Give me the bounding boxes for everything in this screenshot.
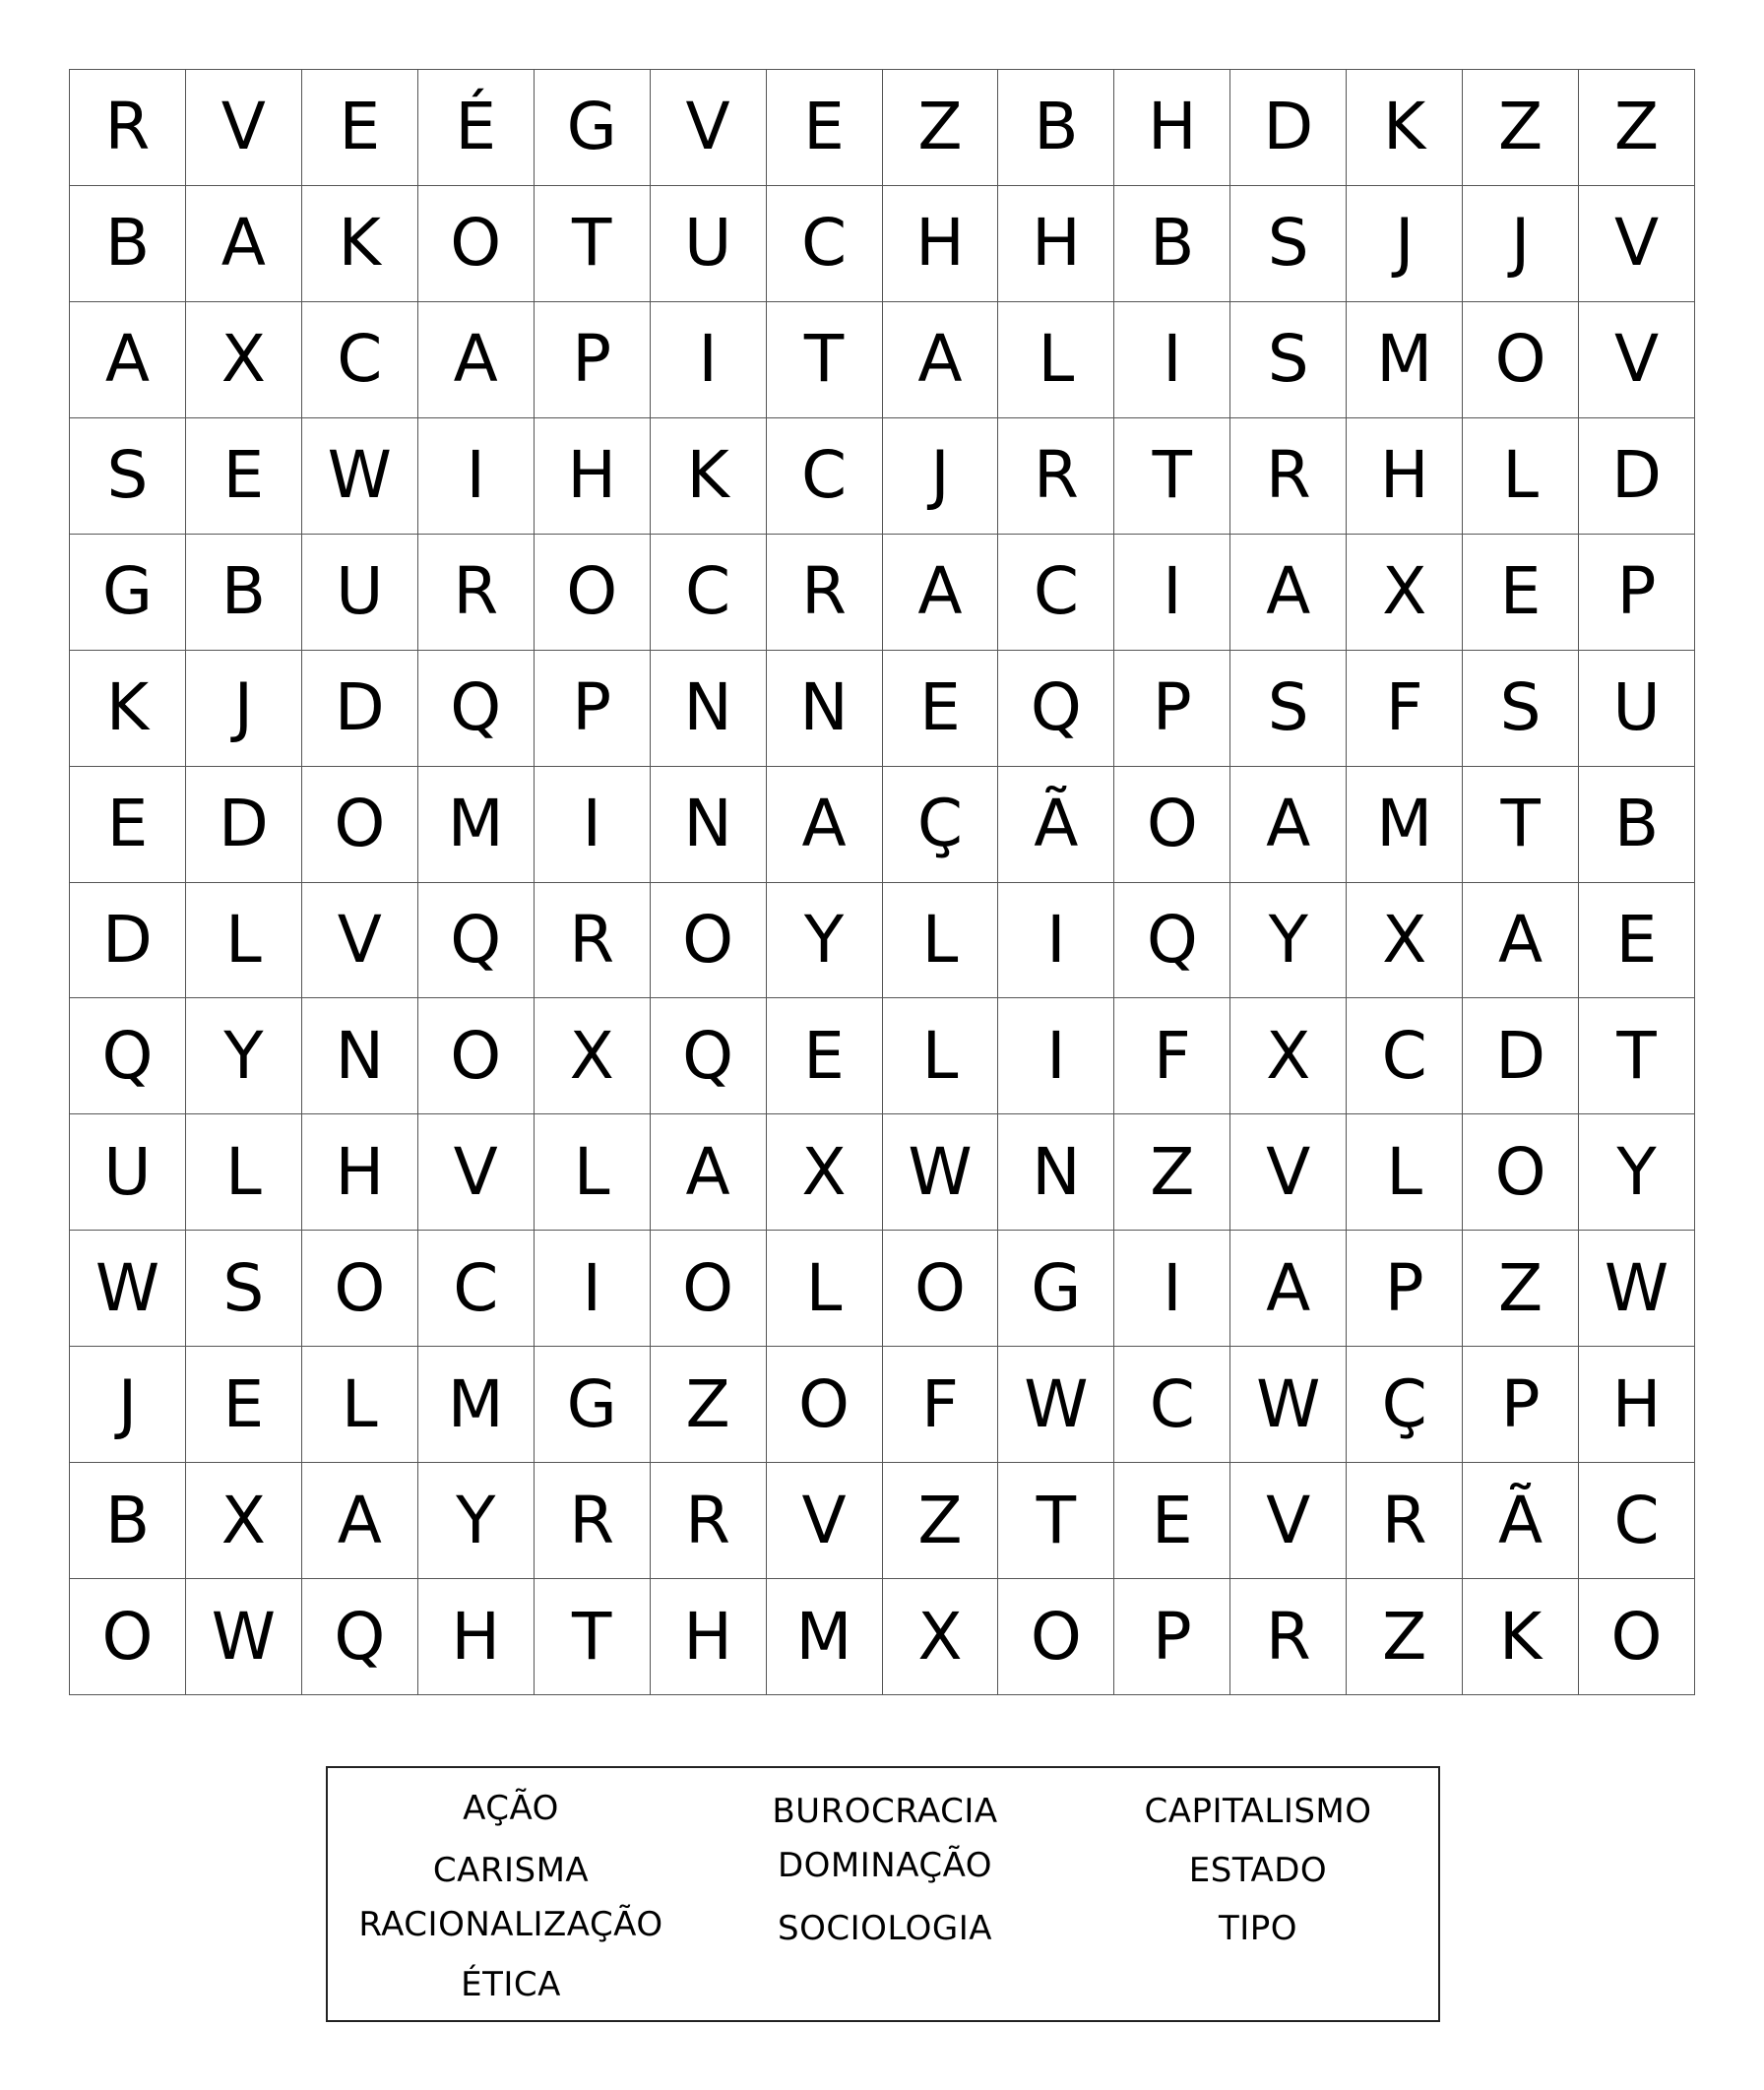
grid-cell[interactable]: K — [70, 651, 186, 767]
grid-cell[interactable]: C — [418, 1231, 535, 1347]
grid-cell[interactable]: L — [883, 883, 999, 999]
grid-cell[interactable]: R — [998, 418, 1114, 535]
grid-cell[interactable]: R — [1230, 1579, 1347, 1695]
grid-cell[interactable]: O — [418, 998, 535, 1114]
grid-cell[interactable]: I — [1114, 302, 1230, 418]
grid-cell[interactable]: O — [1463, 1114, 1579, 1231]
grid-cell[interactable]: Y — [767, 883, 883, 999]
grid-cell[interactable]: C — [302, 302, 418, 418]
grid-cell[interactable]: N — [767, 651, 883, 767]
word-list-item: ESTADO — [1188, 1851, 1328, 1890]
grid-cell[interactable]: B — [70, 1463, 186, 1579]
grid-cell[interactable]: S — [1230, 651, 1347, 767]
grid-cell[interactable]: X — [1347, 883, 1463, 999]
grid-cell[interactable]: V — [302, 883, 418, 999]
grid-cell[interactable]: N — [998, 1114, 1114, 1231]
grid-cell[interactable]: K — [1463, 1579, 1579, 1695]
grid-cell[interactable]: A — [883, 535, 999, 651]
grid-cell[interactable]: O — [302, 1231, 418, 1347]
grid-cell[interactable]: B — [70, 186, 186, 302]
grid-cell[interactable]: O — [883, 1231, 999, 1347]
grid-cell[interactable]: C — [1579, 1463, 1695, 1579]
grid-cell[interactable]: Y — [1230, 883, 1347, 999]
word-bank — [326, 1766, 1440, 2022]
grid-cell[interactable]: L — [998, 302, 1114, 418]
grid-cell[interactable]: Ç — [883, 767, 999, 883]
grid-cell[interactable]: X — [1347, 535, 1463, 651]
grid-cell[interactable]: X — [1230, 998, 1347, 1114]
grid-cell[interactable]: L — [1463, 418, 1579, 535]
grid-cell[interactable]: L — [767, 1231, 883, 1347]
grid-cell[interactable]: V — [767, 1463, 883, 1579]
grid-cell[interactable]: U — [302, 535, 418, 651]
word-list-item: RACIONALIZAÇÃO — [358, 1905, 663, 1944]
grid-cell[interactable]: X — [767, 1114, 883, 1231]
grid-cell[interactable]: B — [1114, 186, 1230, 302]
grid-cell[interactable]: H — [418, 1579, 535, 1695]
grid-cell[interactable]: M — [418, 1347, 535, 1463]
grid-cell[interactable]: J — [883, 418, 999, 535]
grid-cell[interactable]: T — [1579, 998, 1695, 1114]
grid-cell[interactable]: A — [651, 1114, 767, 1231]
grid-cell[interactable]: W — [1230, 1347, 1347, 1463]
grid-cell[interactable]: Z — [1579, 70, 1695, 186]
grid-cell[interactable]: D — [1463, 998, 1579, 1114]
grid-cell[interactable]: T — [535, 1579, 651, 1695]
grid-cell[interactable]: O — [1463, 302, 1579, 418]
grid-cell[interactable]: A — [1230, 767, 1347, 883]
grid-cell[interactable]: F — [883, 1347, 999, 1463]
grid-cell[interactable]: I — [998, 883, 1114, 999]
grid-cell[interactable]: Z — [1347, 1579, 1463, 1695]
grid-cell[interactable]: H — [998, 186, 1114, 302]
grid-cell[interactable]: O — [651, 883, 767, 999]
grid-cell[interactable]: D — [186, 767, 302, 883]
grid-cell[interactable]: I — [535, 1231, 651, 1347]
grid-cell[interactable]: T — [1114, 418, 1230, 535]
grid-cell[interactable]: R — [418, 535, 535, 651]
grid-cell[interactable]: L — [186, 1114, 302, 1231]
grid-cell[interactable]: R — [767, 535, 883, 651]
grid-cell[interactable]: F — [1114, 998, 1230, 1114]
grid-cell[interactable]: P — [1579, 535, 1695, 651]
word-list-item: AÇÃO — [463, 1789, 559, 1828]
grid-cell[interactable]: E — [767, 70, 883, 186]
grid-cell[interactable]: I — [1114, 1231, 1230, 1347]
grid-cell[interactable]: L — [186, 883, 302, 999]
grid-cell[interactable]: H — [302, 1114, 418, 1231]
grid-cell[interactable]: Q — [1114, 883, 1230, 999]
grid-cell[interactable]: T — [1463, 767, 1579, 883]
grid-cell[interactable]: O — [767, 1347, 883, 1463]
grid-cell[interactable]: W — [302, 418, 418, 535]
grid-cell[interactable]: C — [767, 418, 883, 535]
grid-cell[interactable]: M — [1347, 302, 1463, 418]
grid-cell[interactable]: J — [70, 1347, 186, 1463]
grid-cell[interactable]: X — [883, 1579, 999, 1695]
grid-cell[interactable]: W — [1579, 1231, 1695, 1347]
grid-cell[interactable]: G — [70, 535, 186, 651]
grid-cell[interactable]: S — [1230, 186, 1347, 302]
grid-cell[interactable]: Y — [186, 998, 302, 1114]
grid-cell[interactable]: P — [1347, 1231, 1463, 1347]
grid-cell[interactable]: S — [186, 1231, 302, 1347]
grid-cell[interactable]: E — [186, 418, 302, 535]
grid-cell[interactable]: H — [1347, 418, 1463, 535]
grid-cell[interactable]: R — [1230, 418, 1347, 535]
grid-cell[interactable]: G — [535, 70, 651, 186]
grid-cell[interactable]: Q — [651, 998, 767, 1114]
grid-cell[interactable]: W — [883, 1114, 999, 1231]
grid-cell[interactable]: I — [418, 418, 535, 535]
grid-cell[interactable]: P — [1114, 1579, 1230, 1695]
word-list-item: SOCIOLOGIA — [778, 1909, 992, 1948]
grid-cell[interactable]: V — [651, 70, 767, 186]
grid-cell[interactable]: A — [883, 302, 999, 418]
grid-cell[interactable]: I — [998, 998, 1114, 1114]
grid-cell[interactable]: A — [1463, 883, 1579, 999]
grid-cell[interactable]: U — [651, 186, 767, 302]
grid-cell[interactable]: Z — [883, 70, 999, 186]
grid-cell[interactable]: B — [1579, 767, 1695, 883]
grid-cell[interactable]: O — [1579, 1579, 1695, 1695]
grid-cell[interactable]: Y — [1579, 1114, 1695, 1231]
grid-cell[interactable]: Q — [418, 651, 535, 767]
grid-cell[interactable]: I — [651, 302, 767, 418]
grid-cell[interactable]: Q — [70, 998, 186, 1114]
grid-cell[interactable]: A — [1230, 1231, 1347, 1347]
grid-cell[interactable]: D — [1579, 418, 1695, 535]
grid-cell[interactable]: G — [535, 1347, 651, 1463]
grid-cell[interactable]: A — [418, 302, 535, 418]
grid-cell[interactable]: J — [186, 651, 302, 767]
grid-cell[interactable]: T — [998, 1463, 1114, 1579]
grid-cell[interactable]: E — [1463, 535, 1579, 651]
grid-cell[interactable]: L — [1347, 1114, 1463, 1231]
grid-cell[interactable]: G — [998, 1231, 1114, 1347]
grid-cell[interactable]: X — [186, 302, 302, 418]
grid-cell[interactable]: Q — [418, 883, 535, 999]
grid-cell[interactable]: J — [1463, 186, 1579, 302]
grid-cell[interactable]: F — [1347, 651, 1463, 767]
grid-cell[interactable]: M — [418, 767, 535, 883]
grid-cell[interactable]: B — [998, 70, 1114, 186]
grid-cell[interactable]: U — [70, 1114, 186, 1231]
grid-cell[interactable]: D — [1230, 70, 1347, 186]
grid-cell[interactable]: B — [186, 535, 302, 651]
word-list-item: CARISMA — [432, 1851, 590, 1890]
grid-cell[interactable]: T — [767, 302, 883, 418]
grid-cell[interactable]: U — [1579, 651, 1695, 767]
grid-cell[interactable]: S — [70, 418, 186, 535]
grid-cell[interactable]: V — [186, 70, 302, 186]
grid-cell[interactable]: Z — [883, 1463, 999, 1579]
grid-cell[interactable]: V — [1230, 1463, 1347, 1579]
grid-cell[interactable]: O — [535, 535, 651, 651]
grid-cell[interactable]: E — [70, 767, 186, 883]
grid-cell[interactable]: N — [651, 767, 767, 883]
grid-cell[interactable]: V — [1579, 186, 1695, 302]
grid-cell[interactable]: R — [535, 883, 651, 999]
grid-cell[interactable]: C — [767, 186, 883, 302]
grid-cell[interactable]: E — [883, 651, 999, 767]
grid-cell[interactable]: R — [70, 70, 186, 186]
grid-cell[interactable]: K — [1347, 70, 1463, 186]
grid-cell[interactable]: P — [535, 302, 651, 418]
grid-cell[interactable]: P — [1114, 651, 1230, 767]
grid-cell[interactable]: É — [418, 70, 535, 186]
grid-cell[interactable]: Z — [1463, 1231, 1579, 1347]
grid-cell[interactable]: S — [1463, 651, 1579, 767]
grid-cell[interactable]: V — [1579, 302, 1695, 418]
grid-cell[interactable]: L — [535, 1114, 651, 1231]
word-list-item: ÉTICA — [461, 1965, 561, 2004]
grid-cell[interactable]: A — [302, 1463, 418, 1579]
grid-cell[interactable]: O — [651, 1231, 767, 1347]
grid-cell[interactable]: R — [535, 1463, 651, 1579]
grid-cell[interactable]: H — [1579, 1347, 1695, 1463]
grid-cell[interactable]: C — [1114, 1347, 1230, 1463]
grid-cell[interactable]: H — [651, 1579, 767, 1695]
grid-cell[interactable]: E — [1114, 1463, 1230, 1579]
grid-cell[interactable]: Ã — [1463, 1463, 1579, 1579]
grid-cell[interactable]: Y — [418, 1463, 535, 1579]
grid-cell[interactable]: D — [302, 651, 418, 767]
grid-cell[interactable]: O — [70, 1579, 186, 1695]
grid-cell[interactable]: A — [70, 302, 186, 418]
grid-cell[interactable]: E — [1579, 883, 1695, 999]
grid-cell[interactable]: O — [418, 186, 535, 302]
grid-cell[interactable]: I — [535, 767, 651, 883]
grid-cell[interactable]: E — [186, 1347, 302, 1463]
grid-cell[interactable]: Z — [651, 1347, 767, 1463]
grid-cell[interactable]: Z — [1463, 70, 1579, 186]
grid-cell[interactable]: T — [535, 186, 651, 302]
grid-cell[interactable]: P — [535, 651, 651, 767]
word-list-item: TIPO — [1218, 1909, 1298, 1948]
grid-cell[interactable]: C — [998, 535, 1114, 651]
grid-cell[interactable]: N — [651, 651, 767, 767]
grid-cell[interactable]: W — [70, 1231, 186, 1347]
grid-cell[interactable]: A — [1230, 535, 1347, 651]
grid-cell[interactable]: H — [883, 186, 999, 302]
grid-cell[interactable]: Ç — [1347, 1347, 1463, 1463]
grid-cell[interactable]: V — [418, 1114, 535, 1231]
grid-cell[interactable]: Q — [302, 1579, 418, 1695]
grid-cell[interactable]: S — [1230, 302, 1347, 418]
grid-cell[interactable]: Z — [1114, 1114, 1230, 1231]
grid-cell[interactable]: D — [70, 883, 186, 999]
grid-cell[interactable]: C — [651, 535, 767, 651]
grid-cell[interactable]: H — [535, 418, 651, 535]
word-list-item: DOMINAÇÃO — [777, 1846, 993, 1885]
grid-cell[interactable]: L — [883, 998, 999, 1114]
grid-cell[interactable]: C — [1347, 998, 1463, 1114]
grid-cell[interactable]: M — [767, 1579, 883, 1695]
grid-cell[interactable]: X — [186, 1463, 302, 1579]
grid-cell[interactable]: Q — [998, 651, 1114, 767]
grid-cell[interactable]: E — [767, 998, 883, 1114]
grid-cell[interactable]: K — [651, 418, 767, 535]
grid-cell[interactable]: K — [302, 186, 418, 302]
grid-cell[interactable]: N — [302, 998, 418, 1114]
grid-cell[interactable]: J — [1347, 186, 1463, 302]
word-list-item: CAPITALISMO — [1144, 1792, 1372, 1831]
grid-cell[interactable]: R — [651, 1463, 767, 1579]
letter-grid — [69, 69, 1695, 1695]
grid-cell[interactable]: Ã — [998, 767, 1114, 883]
grid-cell[interactable]: V — [1230, 1114, 1347, 1231]
grid-cell[interactable]: L — [302, 1347, 418, 1463]
grid-cell[interactable]: X — [535, 998, 651, 1114]
grid-cell[interactable]: W — [998, 1347, 1114, 1463]
grid-cell[interactable]: O — [1114, 767, 1230, 883]
grid-cell[interactable]: H — [1114, 70, 1230, 186]
grid-cell[interactable]: E — [302, 70, 418, 186]
grid-cell[interactable]: M — [1347, 767, 1463, 883]
word-list-item: BUROCRACIA — [772, 1792, 998, 1831]
grid-cell[interactable]: P — [1463, 1347, 1579, 1463]
grid-cell[interactable]: O — [998, 1579, 1114, 1695]
grid-cell[interactable]: A — [767, 767, 883, 883]
grid-cell[interactable]: W — [186, 1579, 302, 1695]
grid-cell[interactable]: I — [1114, 535, 1230, 651]
grid-cell[interactable]: R — [1347, 1463, 1463, 1579]
grid-cell[interactable]: O — [302, 767, 418, 883]
grid-cell[interactable]: A — [186, 186, 302, 302]
